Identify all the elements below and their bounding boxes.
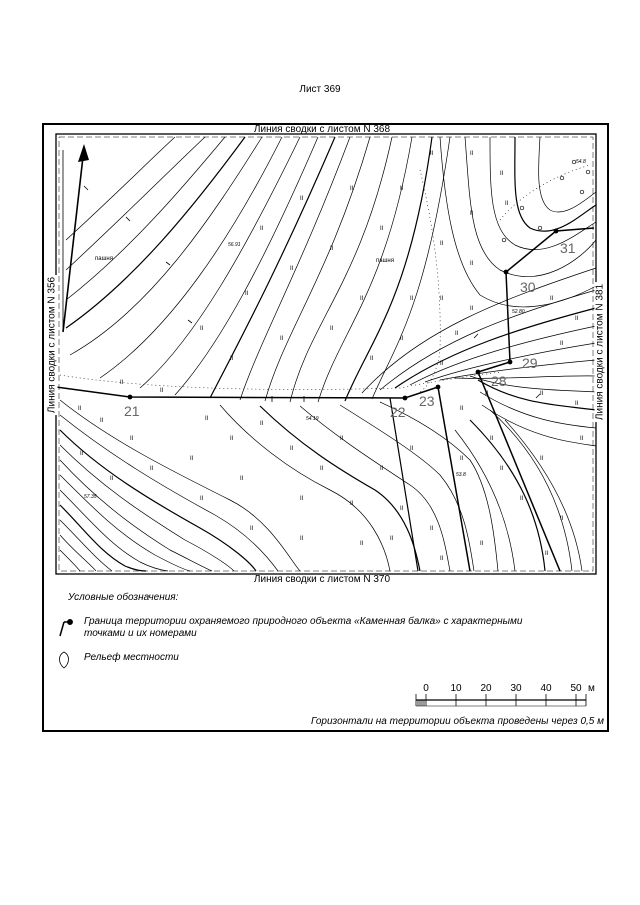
- edge-label-right: Линия сводки с листом N 381: [594, 283, 606, 421]
- svg-text:II: II: [480, 541, 484, 547]
- svg-text:II: II: [230, 356, 234, 362]
- svg-text:II: II: [580, 436, 584, 442]
- relief-legend-icon: [60, 652, 69, 668]
- svg-text:II: II: [205, 416, 209, 422]
- svg-text:II: II: [260, 226, 264, 232]
- svg-text:II: II: [520, 496, 524, 502]
- svg-text:II: II: [280, 336, 284, 342]
- edge-label-left: Линия сводки с листом N 356: [46, 276, 58, 414]
- svg-text:II: II: [440, 556, 444, 562]
- svg-text:II: II: [410, 296, 414, 302]
- slope-ticks: [84, 186, 540, 402]
- svg-text:II: II: [490, 436, 494, 442]
- scale-tick-label: 0: [423, 683, 429, 694]
- svg-text:II: II: [440, 361, 444, 367]
- svg-text:II: II: [460, 406, 464, 412]
- edge-label-bottom: Линия сводки с листом N 370: [253, 574, 391, 585]
- scale-bar: [416, 694, 586, 706]
- svg-text:II: II: [300, 536, 304, 542]
- svg-text:II: II: [400, 506, 404, 512]
- svg-text:II: II: [575, 401, 579, 407]
- svg-text:II: II: [120, 380, 124, 386]
- svg-text:II: II: [290, 446, 294, 452]
- svg-text:II: II: [250, 526, 254, 532]
- scale-tick-label: 40: [540, 683, 552, 694]
- svg-text:II: II: [350, 501, 354, 507]
- grass-symbols: [78, 151, 584, 562]
- boundary-legend-icon: [60, 620, 72, 636]
- svg-text:II: II: [540, 456, 544, 462]
- legend-title: Условные обозначения:: [68, 592, 179, 603]
- contour-lines: [60, 137, 596, 571]
- svg-text:II: II: [300, 496, 304, 502]
- scale-tick-label: 10: [450, 683, 462, 694]
- svg-text:II: II: [330, 246, 334, 252]
- svg-text:II: II: [430, 151, 434, 157]
- scale-tick-label: 20: [480, 683, 492, 694]
- svg-text:II: II: [470, 261, 474, 267]
- point-label: 21: [124, 403, 140, 419]
- svg-text:II: II: [200, 326, 204, 332]
- svg-text:II: II: [550, 296, 554, 302]
- edge-label-top: Линия сводки с листом N 368: [253, 124, 391, 135]
- svg-text:II: II: [500, 466, 504, 472]
- north-arrow-icon: [63, 144, 89, 332]
- svg-text:II: II: [230, 436, 234, 442]
- svg-text:II: II: [400, 186, 404, 192]
- area-label: пашня: [95, 256, 113, 262]
- svg-text:II: II: [470, 151, 474, 157]
- svg-text:II: II: [540, 391, 544, 397]
- area-label: пашня: [376, 258, 394, 264]
- svg-text:II: II: [160, 388, 164, 394]
- svg-text:II: II: [290, 266, 294, 272]
- svg-text:II: II: [460, 456, 464, 462]
- svg-text:II: II: [150, 466, 154, 472]
- svg-text:II: II: [320, 466, 324, 472]
- point-label: 29: [522, 355, 538, 371]
- svg-text:II: II: [130, 436, 134, 442]
- svg-text:II: II: [360, 296, 364, 302]
- map-area-border: [56, 134, 596, 574]
- scale-tick-label: 50: [570, 683, 582, 694]
- svg-text:II: II: [240, 476, 244, 482]
- svg-text:II: II: [455, 331, 459, 337]
- legend-relief-text: Рельеф местности: [84, 652, 179, 663]
- scale-unit: м: [588, 683, 595, 694]
- elevation-label: 57.35: [84, 494, 97, 500]
- svg-text:II: II: [505, 201, 509, 207]
- svg-text:II: II: [430, 526, 434, 532]
- svg-text:II: II: [440, 296, 444, 302]
- svg-text:II: II: [330, 326, 334, 332]
- svg-text:II: II: [260, 421, 264, 427]
- point-label: 28: [491, 373, 507, 389]
- svg-text:II: II: [80, 451, 84, 457]
- svg-text:II: II: [380, 466, 384, 472]
- svg-text:II: II: [370, 356, 374, 362]
- protected-area-boundary: [56, 228, 594, 571]
- elevation-label: 52.80: [512, 309, 525, 315]
- svg-text:II: II: [245, 291, 249, 297]
- svg-text:II: II: [300, 196, 304, 202]
- point-label: 31: [560, 240, 576, 256]
- svg-text:II: II: [380, 226, 384, 232]
- sheet-title: Лист 369: [299, 84, 341, 95]
- elevation-label: 53.8: [456, 472, 466, 478]
- svg-text:II: II: [360, 541, 364, 547]
- svg-text:II: II: [575, 316, 579, 322]
- svg-text:II: II: [500, 171, 504, 177]
- svg-text:II: II: [200, 496, 204, 502]
- svg-text:II: II: [340, 436, 344, 442]
- svg-text:II: II: [485, 391, 489, 397]
- elevation-label: 54.19: [306, 416, 319, 422]
- svg-text:II: II: [470, 306, 474, 312]
- point-label: 30: [520, 279, 536, 295]
- svg-text:II: II: [400, 336, 404, 342]
- point-label: 22: [390, 404, 406, 420]
- svg-text:II: II: [78, 406, 82, 412]
- svg-text:II: II: [390, 536, 394, 542]
- svg-text:II: II: [560, 341, 564, 347]
- svg-text:II: II: [190, 456, 194, 462]
- elevation-labels: [84, 159, 586, 500]
- svg-text:II: II: [440, 241, 444, 247]
- point-label: 23: [419, 393, 435, 409]
- svg-text:II: II: [410, 446, 414, 452]
- svg-text:II: II: [350, 186, 354, 192]
- svg-text:II: II: [545, 551, 549, 557]
- svg-text:II: II: [100, 418, 104, 424]
- svg-text:II: II: [110, 476, 114, 482]
- elevation-label: 54.8: [576, 159, 586, 165]
- legend-boundary-text: Граница территории охраняемого природного объекта «Каменная балка» с характерными точками и их номерами: [84, 616, 523, 639]
- svg-text:II: II: [470, 211, 474, 217]
- scale-tick-label: 30: [510, 683, 522, 694]
- svg-text:II: II: [560, 516, 564, 522]
- elevation-label: 56.91: [228, 242, 241, 248]
- contour-interval-note: Горизонтали на территории объекта проведены через 0,5 м: [310, 716, 604, 727]
